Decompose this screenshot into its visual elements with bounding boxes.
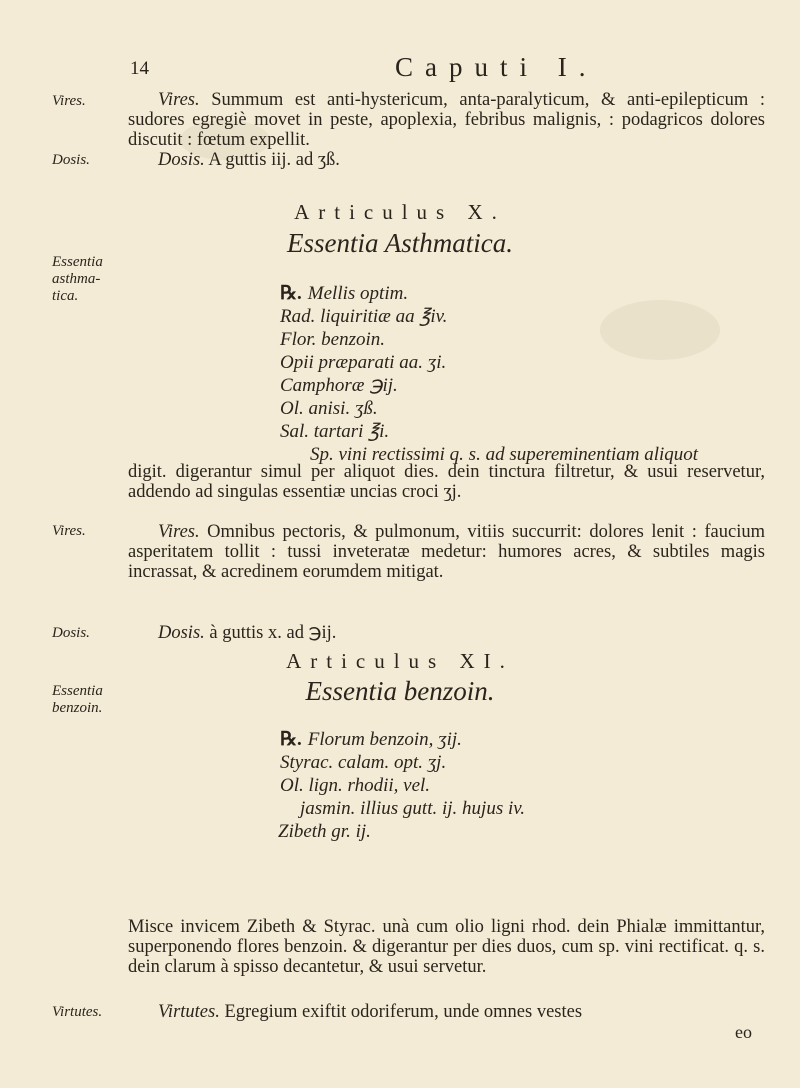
running-title: Caputi I.	[395, 52, 598, 82]
paragraph-dosis	[128, 623, 765, 643]
paragraph-text: à guttis x. ad ℈ij.	[204, 623, 337, 643]
paragraph-text: Omnibus pectoris, & pulmonum, vitiis succurrit: dolores lenit : faucium asperitatem tollit : tussi inveteratæ medetur: humores acres, & subtiles magis incrassat, & acredinem eorumdem mitigat.	[128, 522, 765, 582]
recipe-line: Camphoræ ℈ij.	[280, 375, 398, 396]
margin-note-virtutes: Virtutes.	[52, 1004, 103, 1020]
recipe-line: Rad. liquiritiæ aa ℥iv.	[280, 306, 448, 327]
margin-note-dosis: Dosis.	[52, 152, 90, 168]
article-heading-xi: Articulus XI.	[286, 649, 514, 673]
margin-note-vires: Vires.	[52, 523, 86, 539]
paragraph-lead: Dosis.	[158, 623, 205, 643]
recipe-line: Ol. lign. rhodii, vel.	[280, 775, 431, 796]
recipe-line: Ol. anisi. ʒß.	[280, 398, 378, 419]
recipe-line: Opii præparati aa. ʒi.	[280, 352, 447, 373]
recipe-ingredient: Mellis optim.	[307, 283, 409, 304]
paragraph-text: Summum est anti-hystericum, anta-paralyticum, & anti-epilepticum : sudores egregiè movet in peste, apoplexia, febribus malignis, : podagricos dolores discutit : fœtum expellit.	[128, 90, 765, 150]
paragraph-vires	[128, 522, 765, 582]
paragraph-text: Egregium exiftit odoriferum, unde omnes vestes	[219, 1002, 583, 1022]
paragraph-vires	[128, 90, 765, 150]
recipe-line: Zibeth gr. ij.	[278, 821, 371, 842]
page-number: 14	[130, 58, 149, 79]
margin-note-essentia-benzoin: Essentia benzoin.	[52, 683, 103, 716]
paragraph-lead: Virtutes.	[158, 1002, 220, 1022]
recipe-ingredient: Florum benzoin, ʒij.	[307, 729, 462, 750]
recipe-line: Sp. vini rectissimi q. s. ad supereminentiam aliquot	[310, 444, 699, 465]
recipe-symbol: ℞.	[280, 283, 302, 304]
paragraph-lead: Vires.	[158, 90, 200, 110]
paragraph-text: A guttis iij. ad ʒß.	[204, 150, 340, 170]
catchword: eo	[735, 1022, 752, 1042]
margin-note-essentia-asthmatica: Essentia asthma-tica.	[52, 254, 103, 304]
recipe-line	[280, 282, 698, 305]
paragraph-virtutes	[128, 1002, 765, 1022]
margin-note-dosis: Dosis.	[52, 625, 90, 641]
article-heading-x: Articulus X.	[294, 200, 506, 224]
recipe-line: jasmin. illius gutt. ij. hujus iv.	[300, 798, 526, 819]
paragraph-lead: Dosis.	[158, 150, 205, 170]
recipe-line	[280, 728, 525, 751]
recipe-line: Styrac. calam. opt. ʒj.	[280, 752, 447, 773]
paragraph-preparation: Misce invicem Zibeth & Styrac. unà cum olio ligni rhod. dein Phialæ immittantur, superponendo flores benzoin. & digerantur per dies duos, cum sp. vini rectificat. q. s. dein clarum à spisso decantetur, & usui servetur.	[128, 917, 765, 977]
recipe-benzoin	[280, 728, 525, 843]
recipe-line: Sal. tartari ℥i.	[280, 421, 390, 442]
recipe-line: Flor. benzoin.	[280, 329, 386, 350]
margin-note-vires: Vires.	[52, 93, 86, 109]
article-title-essentia-asthmatica: Essentia Asthmatica.	[287, 228, 513, 258]
article-title-essentia-benzoin: Essentia benzoin.	[305, 676, 495, 706]
paragraph-preparation: digit. digerantur simul per aliquot dies. dein tinctura filtretur, & usui reservetur, addendo ad singulas essentiæ uncias croci ʒj.	[128, 462, 765, 502]
recipe-symbol: ℞.	[280, 729, 302, 750]
paragraph-dosis	[128, 150, 765, 170]
recipe-asthmatica	[280, 282, 698, 466]
paragraph-lead: Vires.	[158, 522, 200, 542]
